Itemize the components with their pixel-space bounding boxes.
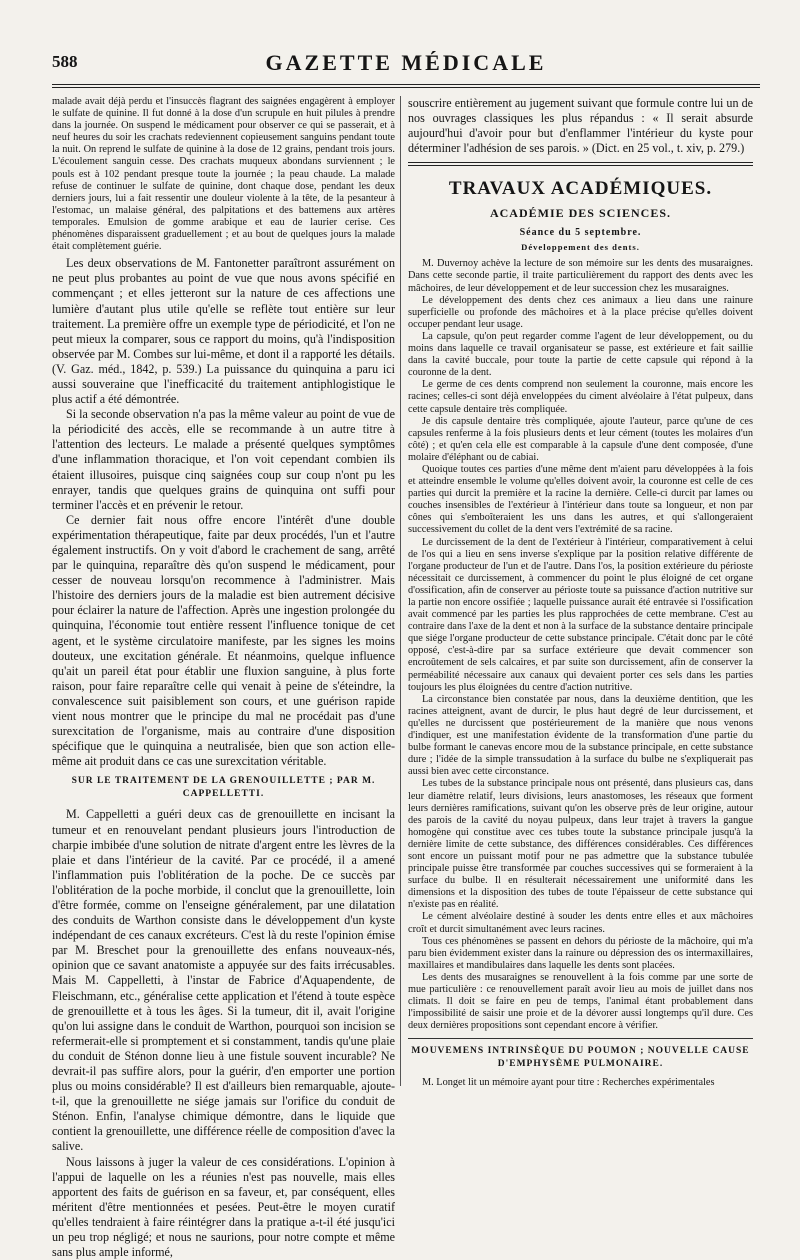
article-paragraph: Les dents des musaraignes se renouvellent à la fois comme par une sorte de mue particulière : ce renouvellement paraît avoir lieu au mois de juillet dans nos climats. Il doit se faire en peu de temps, l'animal étant probablement dans l'impossibilité de saisir une proie et de la dévorer aussi longtemps qu'il dure. Ces deux dernières propositions sont cependant encore à vérifier. bbox=[408, 971, 753, 1032]
article-paragraph: Je dis capsule dentaire très compliquée, ajoute l'auteur, parce qu'une de ces capsules renferme à la fois plusieurs dents et leur cément (toutes les molaires d'un côté) ; et qu'en cela elle est comparable à la capsule d'une dent composée, d'une molaire d'éléphant ou de cabiai. bbox=[408, 415, 753, 463]
right-column bbox=[408, 96, 753, 1089]
article-paragraph: Les tubes de la substance principale nous ont présenté, dans plusieurs cas, dans leur diamètre relatif, leurs divisions, leurs anastomoses, les réseaux que forment leurs dernières ramifications, suivant qu'on les observe près de leur origine, autour des parois de la cavité du noyau pulpeux, dans leur trajet à travers la gangue homogène qui constitue avec ces tubes toute la substance principale jusqu'à la dernière limite de cette substance, des différences considérables. Ces différences sont encore un puissant motif pour ne pas admettre que la substance tubulée principale puisse être transformée par couches successives qui se formeraient à la surface du bulbe. Il en résulterait nécessairement une uniformité dans les dimensions et la disposition des tubes de toute l'épaisseur de cette substance qui n'existe pas en réalité. bbox=[408, 778, 753, 911]
article-paragraph: La capsule, qu'on peut regarder comme l'agent de leur développement, ou du moins dans laquelle ce travail organisateur se passe, est extérieure et fait saillie dans la cavité buccale, pour toute la partie de cette capsule qui répond à la couronne de la dent. bbox=[408, 330, 753, 379]
section-heading: TRAVAUX ACADÉMIQUES. bbox=[448, 178, 713, 200]
section-title: SUR LE TRAITEMENT DE LA GRENOUILLETTE ; PAR M. CAPPELLETTI. bbox=[71, 776, 376, 800]
section-rule bbox=[408, 1038, 753, 1039]
page-header bbox=[52, 52, 760, 82]
case-report-paragraph: malade avait déjà perdu et l'insuccès flagrant des saignées engagèrent à employer le sulfate de quinine. Il fut donné à la dose d'un scrupule en huit pilules à prendre dans la journée. On suspend le médicament pour observer ce qui se passerait, et à neuf heures du soir les crachats redeviennent copieusement sanguins pendant toute la nuit. On reprend le sulfate de quinine à la dose de 12 grains, pendant trois jours. L'écoulement sanguin cesse. Des crachats muqueux abondans surviennent ; le pouls est à 102 pendant presque toute la journée ; la peau chaude. La malade refuse de continuer le sulfate de quinine, dont chaque dose, pendant les deux derniers jours, lui a fait ressentir une douleur violente à la tête, de la pesanteur à l'estomac, un malaise général, des palpitations et des battemens aux artères temporales. Emulsion de gomme arabique et eau de laurier cerise. Ces phénomènes disparaissent graduellement ; et au bout de quelques jours la malade était complètement guérie. bbox=[52, 96, 395, 253]
page-number: 588 bbox=[52, 52, 78, 71]
article-paragraph: M. Cappelletti a guéri deux cas de grenouillette en incisant la tumeur et en renouvelant pendant plusieurs jours l'introduction de charpie imbibée d'une solution de nitrate d'argent entre les lèvres de la plaie et dans l'intérieur de la cavité. Par ce procédé, il a amené l'inflammation puis l'oblitération de la poche. De ce succès par l'oblitération de la poche morbide, il conclut que la grenouillette, loin d'être formée, comme on l'enseigne généralement, par une dilatation des conduits de Warthon consiste dans le développement d'un kyste indépendant de ces canaux excréteurs. C'est là du reste l'opinion émise par M. Breschet pour la grenouillette des enfans nouveaux-nés, opinion que ce savant anatomiste a appuyée sur des faits irrécusables. Mais M. Cappelletti, à l'instar de Fabrice d'Aquapendente, de Fleischmann, etc., généralise cette application et l'étend à toute espèce de grenouillette et à tous les âges. Si la tumeur, dit il, avait l'origine qu'on lui assigne dans le conduit de Warthon, pourquoi son incision se refermerait-elle si promptement et si constamment, tandis qu'une plaie du conduit de Sténon donne lieu à une fistule souvent incurable? Ne devrait-il pas suffire alors, pour la guérir, d'en emporter une portion plus ou moins considérable? Il est d'ailleurs bien remarquable, ajoute-t-il, que la grenouillette ne siége jamais sur l'orifice du conduit de Sténon. Enfin, l'analyse chimique démontre, dans le liquide que contient la grenouillette, une différence réelle de composition d'avec la salive. bbox=[52, 807, 395, 1154]
subsection-heading: ACADÉMIE DES SCIENCES. bbox=[489, 206, 672, 221]
article-paragraph: souscrire entièrement au jugement suivant que formule contre lui un de nos ouvrages classiques les plus répandus : « Il serait absurde aujourd'hui d'avoir pour but d'enflammer l'intérieur du kyste pour déterminer l'adhésion de ses parois. » (Dict. en 25 vol., t. xiv, p. 279.) bbox=[408, 96, 753, 156]
article-paragraph: Le durcissement de la dent de l'extérieur à l'intérieur, comparativement à celui de l'os qui a lieu en sens inverse s'explique par la position relative différente de l'organe producteur de l'un et de l'autre. Dans l'os, la position extérieure du périoste nécessitait ce durcissement, à commencer du point le plus éloigné de cet organe d'ossification, afin de conserver au périoste toute sa puissance d'action nutritive sur la partie non encore ossifiée ; laquelle puissance aurait été entravée si l'ossification avait commencé par les parties les plus rapprochées de cette membrane. C'est au contraire dans l'axe de la dent et non à la surface de la substance dentaire principale que siége l'organe producteur de cette substance principale. C'était donc par le côté opposé, c'est-à-dire par sa surface extérieure que devait commencer son encroûtement de sels calcaires, et par suite son durcissement, afin de conserver la perméabilité nécessaire aux canaux qui devaient porter ces sels dans les parties toujours les plus éloignées du centre d'action nutritive. bbox=[408, 536, 753, 693]
article-paragraph: Nous laissons à juger la valeur de ces considérations. L'opinion à l'appui de laquelle on les a réunies n'est pas nouvelle, mais elles apportent des faits de guérison en sa faveur, et, par conséquent, elles méritent d'être mentionnées et pesées. Peut-être le moyen curatif qu'elles tendraient à faire réintégrer dans la pratique a-t-il été jusqu'ici un peu trop négligé; et nous ne saurions, pour notre compte et même sans plus ample informé, bbox=[52, 1154, 395, 1260]
commentary-paragraph: Ce dernier fait nous offre encore l'intérêt d'une double expérimentation thérapeutique, faite par deux procédés, l'un et l'autre également instructifs. On y voit d'abord le crachement de sang, arrêté par le quinquina, reparaître dès qu'on suspend le médicament, pour cesser de nouveau lorsqu'on recommence à l'administrer. Mais l'histoire des derniers jours de la maladie est bien autrement décisive pour éclairer la nature de l'affection. Après une ingestion prolongée du quinquina, l'économie tout entière ressent l'influence tonique de cet agent, et le système circulatoire manifeste, par les signes les moins douteux, une excitation générale. Et néanmoins, quelque influence qu'ait un pareil état pour établir une fluxion sanguine, à plus forte raison, pour faire reparaître celle qui venait à peine de s'éteindre, la convalescence suit paisiblement son cours, et une guérison rapide vient nous montrer que le principe du mal ne procédait pas d'une surexcitation de l'organisme, mais au contraire d'une disposition spécifique que le quinquina a neutralisée, bien que son action elle-même ait produit dans ce cas une surexcitation véritable. bbox=[52, 512, 395, 769]
article-paragraph: M. Duvernoy achève la lecture de son mémoire sur les dents des musaraignes. Dans cette seconde partie, il traite particulièrement du rapport des dents avec les mâchoires, de leur développement et de leur succession chez les musaraignes. bbox=[408, 258, 753, 294]
column-divider bbox=[400, 96, 401, 1086]
article-paragraph: Le cément alvéolaire destiné à souder les dents entre elles et aux mâchoires croît et durcit simultanément avec leurs racines. bbox=[408, 911, 753, 935]
commentary-paragraph: Les deux observations de M. Fantonetter paraîtront assurément on ne peut plus probantes au point de vue que nous avons spécifié en commençant ; et elles jetteront sur la nature de ces affections une lumière d'autant plus utile qu'elle se reflète tout entière sur leur traitement. La première offre un exemple type de périodicité, et l'on ne peut mieux la comparer, sous ce rapport du moins, qu'à l'indisposition observée par M. Combes sur lui-même, et dont il a rapporté les détails. (V. Gaz. méd., 1842, p. 539.) La puissance du quinquina a paru ici aussi souveraine que l'inefficacité du traitement antiphlogistique le plus actif a été démontrée. bbox=[52, 256, 395, 407]
article-paragraph: M. Longet lit un mémoire ayant pour titre : Recherches expérimentales bbox=[422, 1077, 715, 1089]
section-rule bbox=[408, 162, 753, 166]
header-rule bbox=[52, 84, 760, 88]
article-paragraph: Quoique toutes ces parties d'une même dent m'aient paru développées à la fois et atteindre ensemble le volume qu'elles doivent avoir, la couronne est celle de ces parties qui durcit la première et la racine la dernière. Celle-ci durcit par lames ou couches insensibles de l'extérieur à l'intérieur dans toute sa longueur, et non par cônes qui s'emboîteraient les uns dans les autres, et qui s'allongeraient successivement du collet de la dent vers l'extrémité de sa racine. bbox=[408, 463, 753, 536]
article-paragraph: Le germe de ces dents comprend non seulement la couronne, mais encore les racines; celles-ci sont déjà enveloppées du ciment alvéolaire à l'état pulpeux, dans cette capsule dentaire très compliquée. bbox=[408, 379, 753, 415]
journal-title: GAZETTE MÉDICALE bbox=[265, 50, 547, 75]
commentary-paragraph: Si la seconde observation n'a pas la même valeur au point de vue de la périodicité des accès, elle se recommande à un autre titre à l'attention des lecteurs. Le malade a présenté quelques symptômes d'une inflammation thoracique, et l'on voit cependant combien ils étaient illusoires, puisque cinq saignées coup sur coup n'ont pu les enrayer, tandis que quelques grains de quinquina ont suffi pour terminer l'accès et en prévenir le retour. bbox=[52, 407, 395, 512]
article-paragraph: Le développement des dents chez ces animaux a lieu dans une rainure superficielle ou profonde des mâchoires et à la place précise qu'elles doivent occuper pendant leur usage. bbox=[408, 294, 753, 330]
section-title: MOUVEMENS INTRINSÈQUE DU POUMON ; NOUVELLE CAUSE D'EMPHYSÈME PULMONAIRE. bbox=[411, 1046, 750, 1070]
left-column bbox=[52, 96, 395, 1260]
article-paragraph: La circonstance bien constatée par nous, dans la deuxième dentition, que les racines atteignent, avant de durcir, le plus haut degré de leur durcissement, et qu'elles ne durcissent que postérieurement de la manière que nous venons d'indiquer, est une manifestation évidente de la transformation d'une partie du bulbe formant le canevas encore mou de la substance principale, en cette substance dure ; l'idée de la simple transsudation à la surface du bulbe ne s'expliquerait pas aussi bien avec cette circonstance. bbox=[408, 693, 753, 778]
article-paragraph: Tous ces phénomènes se passent en dehors du périoste de la mâchoire, qui m'a paru bien évidemment exister dans la rainure ou dépression des os intermaxillaires, maxillaires et mandibulaires dans laquelle les dents sont placées. bbox=[408, 935, 753, 971]
session-heading: Séance du 5 septembre. bbox=[519, 227, 642, 239]
topic-heading: Développement des dents. bbox=[521, 242, 640, 253]
